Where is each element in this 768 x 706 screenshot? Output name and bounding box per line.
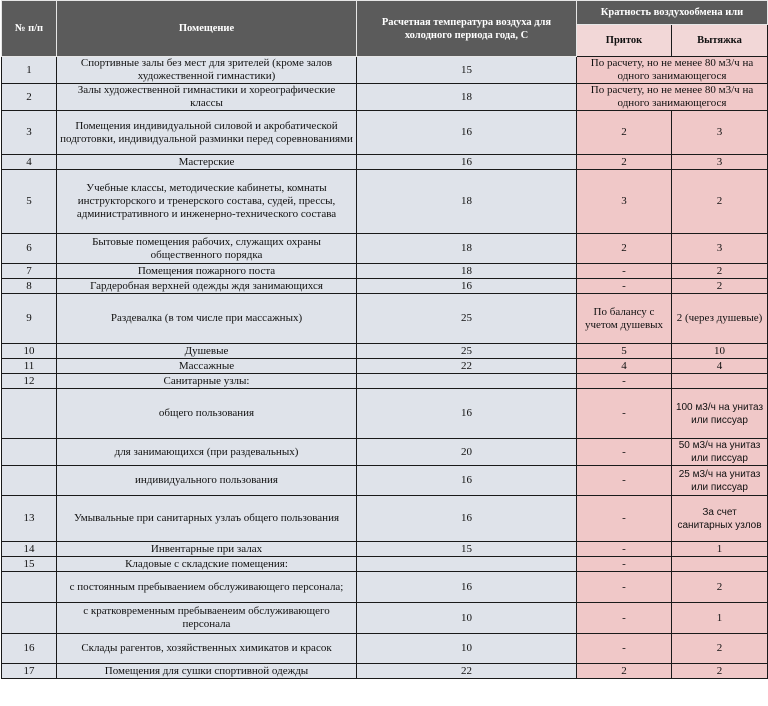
cell-num: 8	[2, 279, 57, 294]
cell-supply: -	[577, 496, 672, 542]
header-supply: Приток	[577, 25, 672, 57]
cell-num: 5	[2, 170, 57, 234]
header-num: № п/п	[2, 1, 57, 57]
cell-exhaust: 25 м3/ч на унитаз или писсуар	[672, 466, 768, 496]
cell-supply: -	[577, 572, 672, 603]
cell-temp: 16	[357, 279, 577, 294]
cell-num: 7	[2, 264, 57, 279]
cell-supply: -	[577, 557, 672, 572]
cell-temp: 25	[357, 294, 577, 344]
cell-room: Помещения для сушки спортивной одежды	[57, 664, 357, 679]
ventilation-table	[1, 0, 768, 679]
table-row	[2, 603, 768, 634]
cell-temp: 18	[357, 170, 577, 234]
cell-temp: 20	[357, 439, 577, 466]
cell-supply: -	[577, 264, 672, 279]
cell-room: для занимающихся (при раздевальных)	[57, 439, 357, 466]
table-row	[2, 234, 768, 264]
cell-exhaust: 10	[672, 344, 768, 359]
table-row	[2, 294, 768, 344]
cell-room: Спортивные залы без мест для зрителей (кроме залов художественной гимнастики)	[57, 57, 357, 84]
cell-temp: 10	[357, 634, 577, 664]
cell-temp	[357, 374, 577, 389]
cell-temp: 18	[357, 84, 577, 111]
cell-exhaust: За счет санитарных узлов	[672, 496, 768, 542]
cell-exhaust: 1	[672, 542, 768, 557]
cell-supply: -	[577, 439, 672, 466]
cell-room: Массажные	[57, 359, 357, 374]
cell-exhaust: 3	[672, 234, 768, 264]
cell-supply: -	[577, 466, 672, 496]
cell-temp: 15	[357, 57, 577, 84]
cell-num: 17	[2, 664, 57, 679]
cell-room: Инвентарные при залах	[57, 542, 357, 557]
cell-supply: 2	[577, 234, 672, 264]
cell-supply: -	[577, 389, 672, 439]
cell-room: Помещения пожарного поста	[57, 264, 357, 279]
cell-supply: 5	[577, 344, 672, 359]
cell-supply: -	[577, 279, 672, 294]
table-row	[2, 84, 768, 111]
cell-room: Умывальные при санитарных узлаъ общего пользования	[57, 496, 357, 542]
cell-supply: -	[577, 374, 672, 389]
cell-supply: 2	[577, 111, 672, 155]
cell-num: 12	[2, 374, 57, 389]
cell-exhaust: 3	[672, 155, 768, 170]
cell-num: 11	[2, 359, 57, 374]
cell-exhaust	[672, 557, 768, 572]
cell-exhaust: 2	[672, 170, 768, 234]
table-row	[2, 359, 768, 374]
cell-exchange-merged: По расчету, но не менее 80 м3/ч на одного занимающегося	[577, 57, 768, 84]
table-row	[2, 664, 768, 679]
cell-room: Мастерские	[57, 155, 357, 170]
cell-num	[2, 572, 57, 603]
cell-num: 3	[2, 111, 57, 155]
cell-exhaust	[672, 374, 768, 389]
cell-room: Раздевалка (в том числе при массажных)	[57, 294, 357, 344]
cell-room: Бытовые помещения рабочих, служащих охраны общественного порядка	[57, 234, 357, 264]
cell-num: 6	[2, 234, 57, 264]
cell-room: общего пользования	[57, 389, 357, 439]
header-room: Помещение	[57, 1, 357, 57]
cell-exhaust: 2	[672, 572, 768, 603]
cell-temp: 16	[357, 572, 577, 603]
table-row	[2, 57, 768, 84]
cell-room: Склады рагентов, хозяйственных химикатов и красок	[57, 634, 357, 664]
cell-temp: 16	[357, 111, 577, 155]
cell-temp: 18	[357, 234, 577, 264]
table-row	[2, 572, 768, 603]
cell-num	[2, 466, 57, 496]
header-exhaust: Вытяжка	[672, 25, 768, 57]
cell-room: Залы художественной гимнастики и хореографические классы	[57, 84, 357, 111]
cell-num: 10	[2, 344, 57, 359]
cell-num: 2	[2, 84, 57, 111]
table-row	[2, 634, 768, 664]
cell-exhaust: 2	[672, 264, 768, 279]
cell-num: 13	[2, 496, 57, 542]
cell-num: 15	[2, 557, 57, 572]
cell-supply: -	[577, 634, 672, 664]
cell-num: 1	[2, 57, 57, 84]
cell-temp: 18	[357, 264, 577, 279]
cell-num: 16	[2, 634, 57, 664]
table-row	[2, 170, 768, 234]
cell-supply: По балансу с учетом душевых	[577, 294, 672, 344]
cell-exhaust: 3	[672, 111, 768, 155]
cell-exhaust: 1	[672, 603, 768, 634]
cell-temp: 16	[357, 466, 577, 496]
cell-room: Душевые	[57, 344, 357, 359]
cell-supply: -	[577, 603, 672, 634]
cell-room: с постоянным пребываением обслуживающего персонала;	[57, 572, 357, 603]
cell-exhaust: 100 м3/ч на унитаз или писсуар	[672, 389, 768, 439]
cell-room: Учебные классы, методические кабинеты, комнаты инструкторского и тренерского состава, судей, прессы, административного и инженерно-технического состава	[57, 170, 357, 234]
cell-temp: 15	[357, 542, 577, 557]
cell-supply: -	[577, 542, 672, 557]
cell-room: Гардеробная верхней одежды ждя занимающихся	[57, 279, 357, 294]
cell-exhaust: 2	[672, 634, 768, 664]
cell-supply: 3	[577, 170, 672, 234]
table-row	[2, 264, 768, 279]
header-exchange: Кратность воздухообмена или	[577, 1, 768, 25]
table-row	[2, 374, 768, 389]
header-temp: Расчетная температура воздуха для холодного периода года, С	[357, 1, 577, 57]
cell-room: с кратковременным пребываенеим обслуживающего персонала	[57, 603, 357, 634]
table-row	[2, 557, 768, 572]
cell-room: Кладовые с складские помещения:	[57, 557, 357, 572]
table-row	[2, 155, 768, 170]
cell-num: 4	[2, 155, 57, 170]
table-row	[2, 466, 768, 496]
cell-supply: 2	[577, 664, 672, 679]
cell-temp: 22	[357, 664, 577, 679]
cell-exhaust: 4	[672, 359, 768, 374]
cell-supply: 2	[577, 155, 672, 170]
cell-num: 14	[2, 542, 57, 557]
cell-exhaust: 2	[672, 279, 768, 294]
cell-exhaust: 2	[672, 664, 768, 679]
cell-supply: 4	[577, 359, 672, 374]
cell-num	[2, 603, 57, 634]
cell-exhaust: 2 (через душевые)	[672, 294, 768, 344]
cell-temp: 16	[357, 389, 577, 439]
cell-temp	[357, 557, 577, 572]
cell-temp: 25	[357, 344, 577, 359]
cell-exhaust: 50 м3/ч на унитаз или писсуар	[672, 439, 768, 466]
cell-temp: 16	[357, 496, 577, 542]
table-row	[2, 111, 768, 155]
cell-temp: 16	[357, 155, 577, 170]
cell-exchange-merged: По расчету, но не менее 80 м3/ч на одного занимающегося	[577, 84, 768, 111]
table-row	[2, 439, 768, 466]
table-row	[2, 496, 768, 542]
cell-room: Санитарные узлы:	[57, 374, 357, 389]
cell-num	[2, 389, 57, 439]
cell-num	[2, 439, 57, 466]
cell-room: Помещения индивидуальной силовой и акробатической подготовки, индивидуальной разминки перед соревнованиями	[57, 111, 357, 155]
cell-temp: 10	[357, 603, 577, 634]
table-row	[2, 344, 768, 359]
table-row	[2, 542, 768, 557]
cell-temp: 22	[357, 359, 577, 374]
table-row	[2, 279, 768, 294]
table-row	[2, 389, 768, 439]
cell-num: 9	[2, 294, 57, 344]
cell-room: индивидуального пользования	[57, 466, 357, 496]
